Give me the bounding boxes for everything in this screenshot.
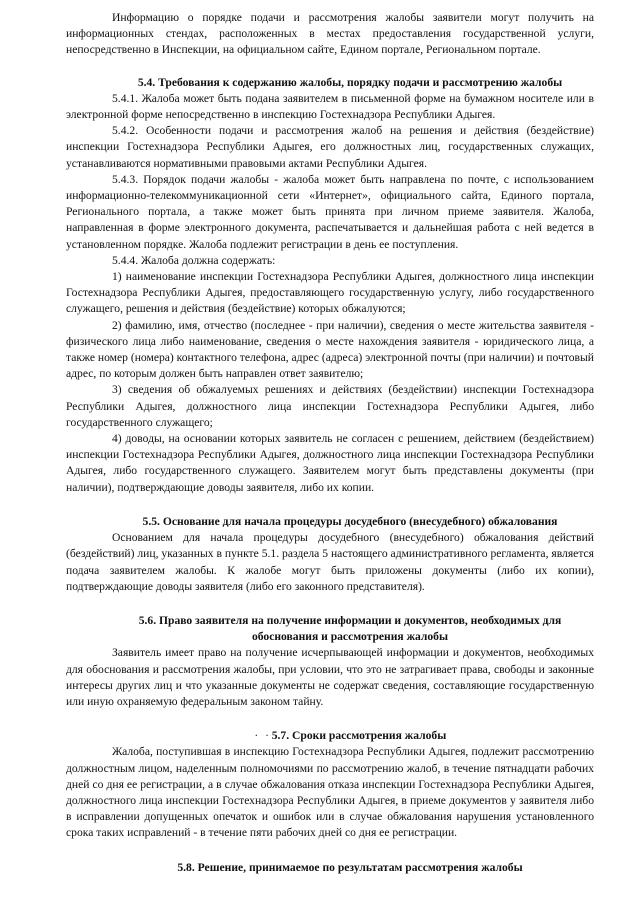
section-5-7-heading <box>66 728 594 744</box>
list-item-3: 3) сведения об обжалуемых решениях и действиях (бездействии) инспекции Гостехнадзора Республики Адыгея, должностного лица инспекции Гостехнадзора Республики Адыгея, либо государственного служащего; <box>66 383 594 429</box>
para-5-7: Жалоба, поступившая в инспекцию Гостехнадзора Республики Адыгея, подлежит рассмотрению должностным лицом, наделенным полномочиями по рассмотрению жалоб, в течение пятнадцати рабочих дней со дня ее регистрации, а в случае обжалования отказа инспекции Гостехнадзора Республики Адыгея, должностного лица инспекции Гостехнадзора Республики Адыгея, в приеме документов у заявителя либо в исправлении допущенных опечаток и ошибок или в случае обжалования нарушения установленного срока таких исправлений - в течение пяти рабочих дней со дня ее регистрации. <box>66 745 594 840</box>
stray-marks: · · <box>254 729 272 743</box>
para-5-4-1: 5.4.1. Жалоба может быть подана заявителем в письменной форме на бумажном носителе или в электронной форме непосредственно в инспекцию Гостехнадзора Республики Адыгея. <box>66 91 594 122</box>
section-5-6-heading-line1: 5.6. Право заявителя на получение информации и документов, необходимых для <box>138 613 562 627</box>
section-5-4-heading: 5.4. Требования к содержанию жалобы, порядку подачи и рассмотрению жалобы <box>137 75 563 89</box>
section-5-5-heading: 5.5. Основание для начала процедуры досудебного (внесудебного) обжалования <box>142 514 558 528</box>
para-5-4-3: 5.4.3. Порядок подачи жалобы - жалоба может быть направлена по почте, с использованием информационно-телекоммуникационной сети «Интернет», официального сайта, Единого портала, Регионального портала, а также может быть принята при личном приеме заявителя. Жалоба, направленная в форме электронного документа, распечатывается и дальнейшая работа с ней ведется в установленном порядке. Жалоба подлежит регистрации в день ее поступления. <box>66 172 594 251</box>
para-5-6: Заявитель имеет право на получение исчерпывающей информации и документов, необходимых для обоснования и рассмотрения жалобы, при условии, что это не затрагивает права, свободы и законные интересы других лиц и что указанные документы не содержат сведения, составляющие государственную или иную охраняемую федеральным законом тайну. <box>66 646 594 708</box>
intro-paragraph: Информацию о порядке подачи и рассмотрения жалобы заявители могут получить на информационных стендах, расположенных в местах предоставления государственной услуги, непосредственно в Инспекции, на официальном сайте, Едином портале, Региональном портале. <box>66 11 594 57</box>
section-5-7-title: 5.7. Сроки рассмотрения жалобы <box>271 729 447 743</box>
section-5-6-heading-line2: обоснования и рассмотрения жалобы <box>251 630 449 644</box>
para-5-4-4: 5.4.4. Жалоба должна содержать: <box>112 253 276 267</box>
document-page <box>66 10 594 876</box>
para-5-5: Основанием для начала процедуры досудебного (внесудебного) обжалования действий (бездействий) лиц, указанных в пункте 5.1. раздела 5 настоящего административного регламента, является подача заявителем жалобы. К жалобе могут быть приложены документы (либо их копии), подтверждающие доводы заявителя (либо его законного представителя). <box>66 531 594 593</box>
list-item-4: 4) доводы, на основании которых заявитель не согласен с решением, действием (бездействием) инспекции Гостехнадзора Республики Адыгея, должностного лица инспекции Гостехнадзора Республики Адыгея, либо государственного служащего. Заявителем могут быть представлены документы (при наличии), подтверждающие доводы заявителя, либо их копии. <box>66 432 594 494</box>
list-item-2: 2) фамилию, имя, отчество (последнее - при наличии), сведения о месте жительства заявителя - физического лица либо наименование, сведения о месте нахождения заявителя - юридического лица, а также номер (номера) контактного телефона, адрес (адреса) электронной почты (при наличии) и почтовый адрес, по которым должен быть направлен ответ заявителю; <box>66 318 594 381</box>
para-5-4-2: 5.4.2. Особенности подачи и рассмотрения жалоб на решения и действия (бездействие) инспекции Гостехнадзора Республики Адыгея, его должностных лиц, государственных служащих, устанавливаются нормативными правовыми актами Республики Адыгея. <box>66 124 594 170</box>
list-item-1: 1) наименование инспекции Гостехнадзора Республики Адыгея, должностного лица инспекции Гостехнадзора Республики Адыгея, предоставляющего государственную услугу, либо государственного служащего, решения и действия (бездействие) которых обжалуются; <box>66 270 594 316</box>
section-5-8-heading: 5.8. Решение, принимаемое по результатам рассмотрения жалобы <box>177 860 523 874</box>
